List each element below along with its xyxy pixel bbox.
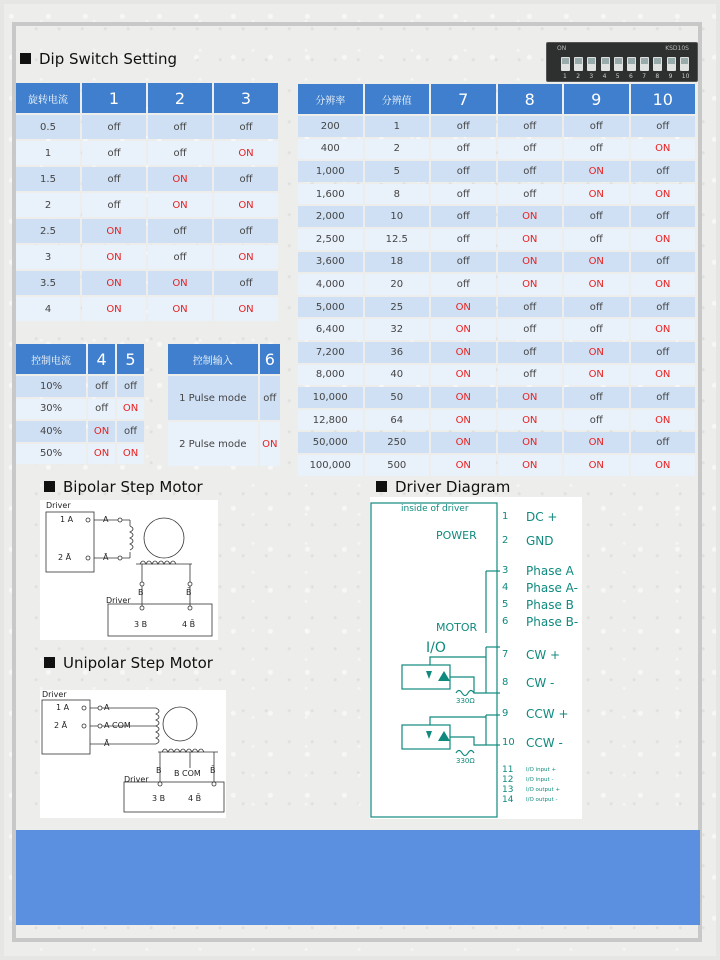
table-cell: 10,000	[298, 387, 363, 408]
control-current-table	[14, 342, 146, 466]
bipolar-wiring-diagram	[40, 500, 218, 640]
dip-image-model-label: KSD10S	[665, 45, 689, 52]
table-cell: 200	[298, 116, 363, 137]
table-cell: off	[148, 245, 212, 269]
bullet-square-icon	[376, 481, 387, 492]
table-cell: off	[148, 141, 212, 165]
table-cell: 30%	[16, 399, 86, 420]
table-cell: ON	[431, 319, 496, 340]
current-table-header-1: 1	[82, 83, 146, 113]
bipolar-pin-b-bar: 4 B̄	[182, 620, 196, 629]
table-cell: ON	[631, 274, 696, 295]
table-cell: ON	[431, 410, 496, 431]
table-row	[298, 229, 695, 250]
table-cell: 500	[365, 455, 430, 476]
section-title-bipolar	[44, 478, 203, 496]
table-cell: ON	[148, 167, 212, 191]
dip-switch-number: 10	[681, 73, 690, 80]
table-cell: 1,600	[298, 184, 363, 205]
table-row	[298, 116, 695, 137]
table-cell: ON	[82, 245, 146, 269]
table-row	[16, 141, 278, 165]
table-cell: 100,000	[298, 455, 363, 476]
unipolar-coil-a: A	[104, 703, 110, 712]
dip-switch-toggle	[574, 57, 583, 71]
table-row	[298, 455, 695, 476]
table-cell: 50,000	[298, 432, 363, 453]
table-cell: ON	[498, 229, 563, 250]
dip-switch-toggle	[680, 57, 689, 71]
table-cell: 2,500	[298, 229, 363, 250]
table-cell: off	[431, 206, 496, 227]
driver-pin-number: 14	[502, 795, 514, 805]
driver-pin-number: 1	[502, 511, 509, 522]
unipolar-pin-a: 1 A	[56, 703, 70, 712]
resolution-table-header-5: 10	[631, 84, 696, 114]
driver-pin-label: DC +	[526, 510, 558, 524]
current-table-header-3: 3	[214, 83, 278, 113]
table-cell: off	[564, 206, 629, 227]
table-cell: off	[631, 252, 696, 273]
unipolar-wiring-diagram	[40, 690, 226, 818]
table-row	[298, 206, 695, 227]
table-cell: ON	[498, 387, 563, 408]
table-cell: off	[88, 399, 115, 420]
table-cell: off	[564, 297, 629, 318]
table-cell: off	[564, 229, 629, 250]
table-cell: 18	[365, 252, 430, 273]
table-row	[298, 252, 695, 273]
table-cell: off	[564, 116, 629, 137]
table-cell: ON	[631, 455, 696, 476]
driver-pin-number: 5	[502, 599, 509, 610]
dip-switch-number: 5	[615, 73, 620, 80]
table-row	[16, 193, 278, 217]
bipolar-pin-a: 1 A	[60, 515, 74, 524]
table-row	[298, 161, 695, 182]
resolution-table-header-2: 7	[431, 84, 496, 114]
table-cell: ON	[498, 432, 563, 453]
table-cell: off	[260, 376, 280, 420]
table-cell: off	[117, 421, 144, 442]
table-cell: 2.5	[16, 219, 80, 243]
table-cell: off	[431, 116, 496, 137]
driver-pin-label: CCW +	[526, 707, 569, 721]
current-table	[14, 81, 280, 323]
table-cell: off	[214, 271, 278, 295]
table-row	[298, 342, 695, 363]
table-cell: ON	[431, 432, 496, 453]
driver-pin-number: 4	[502, 582, 509, 593]
dip-switch-toggle	[627, 57, 636, 71]
table-cell: off	[431, 229, 496, 250]
control-current-table-header-1: 4	[88, 344, 115, 374]
table-row	[298, 432, 695, 453]
driver-pin-number: 7	[502, 649, 509, 660]
table-cell: ON	[498, 274, 563, 295]
table-row	[16, 271, 278, 295]
driver-diagram	[370, 497, 582, 819]
dip-switch-toggle	[653, 57, 662, 71]
table-cell: ON	[82, 271, 146, 295]
table-cell: 6,400	[298, 319, 363, 340]
table-row	[16, 219, 278, 243]
table-cell: ON	[564, 365, 629, 386]
table-cell: 2 Pulse mode	[168, 422, 258, 466]
table-cell: ON	[498, 455, 563, 476]
table-cell: 12.5	[365, 229, 430, 250]
driver-pin-label: CW -	[526, 676, 555, 690]
unipolar-pin-b-bar: 4 B̄	[188, 794, 202, 803]
table-cell: off	[214, 115, 278, 139]
table-cell: off	[214, 167, 278, 191]
table-cell: 1,000	[298, 161, 363, 182]
table-cell: 1 Pulse mode	[168, 376, 258, 420]
table-cell: ON	[214, 245, 278, 269]
table-cell: ON	[564, 274, 629, 295]
table-cell: 8,000	[298, 365, 363, 386]
table-cell: ON	[431, 365, 496, 386]
table-cell: ON	[431, 455, 496, 476]
driver-pin-label: Phase A-	[526, 581, 578, 595]
table-cell: off	[431, 252, 496, 273]
unipolar-pin-a-bar: 2 Ā	[54, 721, 68, 730]
table-row	[16, 399, 144, 420]
dip-switch-number: 7	[642, 73, 647, 80]
table-cell: off	[82, 141, 146, 165]
table-cell: ON	[88, 421, 115, 442]
table-cell: off	[564, 319, 629, 340]
driver-pin-label: I/O output -	[526, 797, 558, 803]
table-cell: 10	[365, 206, 430, 227]
table-cell: ON	[88, 444, 115, 465]
table-cell: 0.5	[16, 115, 80, 139]
bipolar-pin-a-bar: 2 Ā	[58, 553, 72, 562]
table-cell: ON	[260, 422, 280, 466]
table-cell: 10%	[16, 376, 86, 397]
table-row	[16, 297, 278, 321]
driver-power-label: POWER	[436, 529, 477, 542]
table-cell: 32	[365, 319, 430, 340]
table-cell: 5	[365, 161, 430, 182]
table-row	[298, 184, 695, 205]
table-row	[16, 115, 278, 139]
table-cell: ON	[214, 141, 278, 165]
table-cell: ON	[498, 252, 563, 273]
driver-pin-number: 8	[502, 677, 509, 688]
unipolar-pin-b: 3 B	[152, 794, 166, 803]
table-cell: 4	[16, 297, 80, 321]
table-cell: off	[431, 161, 496, 182]
section-title-driver-diagram	[376, 478, 510, 496]
table-cell: 7,200	[298, 342, 363, 363]
table-cell: 2,000	[298, 206, 363, 227]
table-cell: off	[82, 115, 146, 139]
dip-switch-toggle	[614, 57, 623, 71]
table-cell: 50	[365, 387, 430, 408]
table-cell: off	[88, 376, 115, 397]
driver-pin-number: 6	[502, 616, 509, 627]
table-cell: 40	[365, 365, 430, 386]
control-input-table-header-1: 6	[260, 344, 280, 374]
table-row	[298, 387, 695, 408]
dip-switch-number: 2	[576, 73, 581, 80]
table-cell: ON	[564, 342, 629, 363]
control-current-table-header-0: 控制电流	[16, 344, 86, 374]
current-table-header-2: 2	[148, 83, 212, 113]
control-current-table-header-2: 5	[117, 344, 144, 374]
section-title-bipolar-text: Bipolar Step Motor	[63, 478, 203, 496]
resolution-table-header-4: 9	[564, 84, 629, 114]
unipolar-coil-b: B	[156, 766, 162, 775]
table-cell: off	[564, 410, 629, 431]
driver-pin-label: Phase B	[526, 598, 574, 612]
footer-bar	[16, 830, 700, 925]
driver-pin-label: CW +	[526, 648, 561, 662]
dip-switch-toggle	[561, 57, 570, 71]
table-cell: 50%	[16, 444, 86, 465]
table-cell: off	[498, 365, 563, 386]
dip-switch-toggle	[587, 57, 596, 71]
table-cell: off	[148, 219, 212, 243]
table-cell: ON	[631, 319, 696, 340]
unipolar-coil-a-com: A COM	[104, 721, 131, 730]
unipolar-coil-b-bar: B̄	[210, 766, 216, 775]
table-cell: ON	[148, 271, 212, 295]
table-cell: 64	[365, 410, 430, 431]
driver-pin-number: 3	[502, 565, 509, 576]
table-cell: 36	[365, 342, 430, 363]
table-cell: off	[431, 139, 496, 160]
table-cell: ON	[564, 252, 629, 273]
table-cell: ON	[564, 161, 629, 182]
bullet-square-icon	[44, 481, 55, 492]
section-title-unipolar	[44, 654, 213, 672]
table-cell: ON	[498, 206, 563, 227]
dip-switch-number: 3	[589, 73, 594, 80]
table-cell: ON	[631, 229, 696, 250]
unipolar-coil-b-com: B COM	[174, 769, 201, 778]
table-cell: ON	[214, 193, 278, 217]
driver-pin-label: I/O output +	[526, 787, 561, 793]
table-cell: ON	[631, 184, 696, 205]
bipolar-coil-b-bar: B̄	[186, 588, 192, 597]
table-row	[168, 422, 280, 466]
table-row	[298, 319, 695, 340]
driver-pin-number: 13	[502, 785, 514, 795]
table-cell: 8	[365, 184, 430, 205]
table-cell: ON	[148, 193, 212, 217]
resolution-table	[296, 82, 697, 478]
table-cell: ON	[564, 184, 629, 205]
table-cell: off	[498, 297, 563, 318]
table-cell: ON	[82, 219, 146, 243]
driver-pin-number: 9	[502, 708, 509, 719]
table-cell: off	[431, 274, 496, 295]
driver-resistor-label-2: 330Ω	[456, 757, 475, 765]
driver-pin-number: 2	[502, 535, 509, 546]
table-cell: off	[82, 167, 146, 191]
driver-pin-number: 12	[502, 775, 514, 785]
table-row	[16, 444, 144, 465]
table-cell: ON	[631, 365, 696, 386]
unipolar-driver-bottom-label: Driver	[124, 775, 149, 784]
table-cell: 4,000	[298, 274, 363, 295]
table-cell: off	[498, 116, 563, 137]
driver-inside-label: inside of driver	[401, 504, 469, 514]
table-cell: off	[631, 161, 696, 182]
bipolar-coil-a: A	[103, 515, 109, 524]
table-cell: 250	[365, 432, 430, 453]
table-cell: 2	[16, 193, 80, 217]
dip-switch-toggle	[601, 57, 610, 71]
table-cell: off	[214, 219, 278, 243]
table-cell: 2	[365, 139, 430, 160]
table-cell: off	[431, 184, 496, 205]
table-cell: ON	[631, 139, 696, 160]
table-cell: 3	[16, 245, 80, 269]
bipolar-driver-bottom-label: Driver	[106, 596, 131, 605]
current-table-header-0: 旋转电流	[16, 83, 80, 113]
dip-switch-number: 6	[629, 73, 633, 80]
section-title-unipolar-text: Unipolar Step Motor	[63, 654, 213, 672]
table-cell: off	[498, 161, 563, 182]
table-cell: ON	[564, 432, 629, 453]
dip-switch-number: 4	[602, 73, 607, 80]
driver-pin-label: I/O input +	[526, 767, 557, 773]
table-cell: 400	[298, 139, 363, 160]
table-cell: off	[631, 432, 696, 453]
driver-pin-number: 11	[502, 765, 514, 775]
table-cell: 20	[365, 274, 430, 295]
dip-switch-number: 8	[655, 73, 660, 80]
table-cell: off	[631, 342, 696, 363]
section-title-dip	[20, 50, 177, 68]
resolution-table-header-1: 分辨值	[365, 84, 430, 114]
table-cell: ON	[431, 342, 496, 363]
table-cell: off	[498, 342, 563, 363]
table-cell: off	[631, 297, 696, 318]
dip-switch-number: 9	[668, 73, 673, 80]
table-cell: 25	[365, 297, 430, 318]
dip-image-on-label: ON	[557, 45, 567, 52]
table-cell: 5,000	[298, 297, 363, 318]
table-row	[16, 167, 278, 191]
table-cell: ON	[498, 410, 563, 431]
table-row	[16, 421, 144, 442]
resolution-table-header-3: 8	[498, 84, 563, 114]
bipolar-driver-top-label: Driver	[46, 501, 71, 510]
driver-resistor-label-1: 330Ω	[456, 697, 475, 705]
unipolar-coil-a-bar: Ā	[104, 739, 110, 748]
bullet-square-icon	[20, 53, 31, 64]
table-cell: ON	[431, 297, 496, 318]
table-cell: off	[631, 116, 696, 137]
driver-pin-label: Phase B-	[526, 615, 579, 629]
table-cell: off	[564, 387, 629, 408]
unipolar-driver-top-label: Driver	[42, 690, 67, 699]
table-cell: off	[82, 193, 146, 217]
bipolar-pin-b: 3 B	[134, 620, 148, 629]
bipolar-coil-a-bar: Ā	[103, 553, 109, 562]
table-cell: off	[117, 376, 144, 397]
table-cell: ON	[117, 399, 144, 420]
section-title-driver-diagram-text: Driver Diagram	[395, 478, 511, 496]
table-cell: ON	[148, 297, 212, 321]
control-input-table-header-0: 控制输入	[168, 344, 258, 374]
table-cell: off	[631, 387, 696, 408]
dip-switch-image	[546, 42, 698, 82]
table-cell: off	[498, 139, 563, 160]
bipolar-coil-b: B	[138, 588, 144, 597]
driver-io-label: I/O	[426, 640, 446, 656]
table-cell: off	[498, 184, 563, 205]
bullet-square-icon	[44, 657, 55, 668]
table-row	[16, 376, 144, 397]
table-row	[298, 365, 695, 386]
table-cell: ON	[564, 455, 629, 476]
table-row	[298, 274, 695, 295]
table-row	[298, 139, 695, 160]
table-cell: ON	[214, 297, 278, 321]
driver-pin-label: I/O input -	[526, 777, 554, 783]
table-cell: ON	[631, 410, 696, 431]
driver-pin-number: 10	[502, 737, 515, 748]
table-cell: ON	[82, 297, 146, 321]
table-cell: 1.5	[16, 167, 80, 191]
table-row	[298, 410, 695, 431]
table-cell: 12,800	[298, 410, 363, 431]
table-cell: 3,600	[298, 252, 363, 273]
driver-pin-label: GND	[526, 534, 554, 548]
table-row	[298, 297, 695, 318]
section-title-dip-text: Dip Switch Setting	[39, 50, 178, 68]
driver-pin-label: CCW -	[526, 736, 563, 750]
table-cell: off	[631, 206, 696, 227]
table-cell: 3.5	[16, 271, 80, 295]
driver-pin-label: Phase A	[526, 564, 574, 578]
dip-switch-toggle	[640, 57, 649, 71]
table-cell: 40%	[16, 421, 86, 442]
dip-switch-number: 1	[563, 73, 567, 80]
table-row	[168, 376, 280, 420]
table-cell: off	[564, 139, 629, 160]
table-row	[16, 245, 278, 269]
driver-motor-label: MOTOR	[436, 621, 478, 634]
table-cell: off	[498, 319, 563, 340]
table-cell: ON	[431, 387, 496, 408]
table-cell: off	[148, 115, 212, 139]
table-cell: 1	[365, 116, 430, 137]
dip-switch-toggle	[667, 57, 676, 71]
table-cell: ON	[117, 444, 144, 465]
resolution-table-header-0: 分辨率	[298, 84, 363, 114]
control-input-table	[166, 342, 282, 468]
table-cell: 1	[16, 141, 80, 165]
